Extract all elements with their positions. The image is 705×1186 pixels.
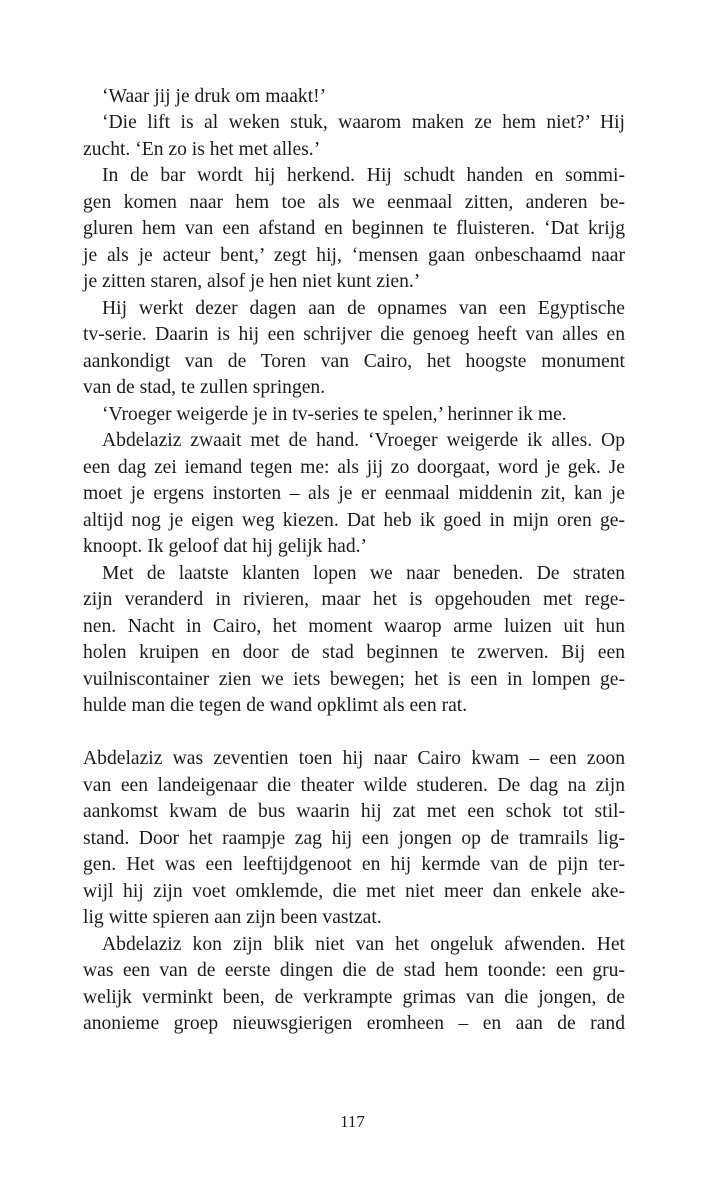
text-line: welijk verminkt been, de verkrampte grimas van die jongen, de: [83, 986, 625, 1008]
section-break: [83, 720, 625, 747]
text-line: hulde man die tegen de wand opklimt als een rat.: [83, 695, 468, 716]
text-line: moet je ergens instorten – als je er eenmaal middenin zit, kan je: [83, 483, 625, 504]
text-line: Abdelaziz was zeventien toen hij naar Cairo kwam – een zoon: [83, 748, 625, 769]
text-line: gluren hem van een afstand en beginnen te fluisteren. ‘Dat krijg: [83, 218, 625, 239]
text-line: holen kruipen en door de stad beginnen te zwerven. Bij een: [83, 642, 625, 663]
text-line: wijl hij zijn voet omklemde, die met niet meer dan enkele ake-: [83, 880, 625, 902]
text-line: ‘Vroeger weigerde je in tv-series te spelen,’ herinner ik me.: [102, 403, 567, 425]
text-line: anonieme groep nieuwsgierigen eromheen – en aan de rand: [83, 1013, 625, 1034]
text-line: van een landeigenaar die theater wilde studeren. De dag na zijn: [83, 774, 625, 796]
text-line: Hij werkt dezer dagen aan de opnames van een Egyptische: [102, 297, 625, 319]
text-line: zijn veranderd in rivieren, maar het is opgehouden met rege-: [83, 589, 625, 610]
text-line: knoopt. Ik geloof dat hij gelijk had.’: [83, 536, 368, 557]
text-line: aankomst kwam de bus waarin hij zat met een schok tot stil-: [83, 801, 625, 822]
text-line: vuilniscontainer zien we iets bewegen; het is een in lompen ge-: [83, 668, 625, 690]
text-line: tv-serie. Daarin is hij een schrijver die genoeg heeft van alles en: [83, 324, 625, 345]
text-line: je als je acteur bent,’ zegt hij, ‘mensen gaan onbeschaamd naar: [83, 244, 625, 266]
text-line: stand. Door het raampje zag hij een jongen op de tramrails lig-: [83, 827, 625, 849]
text-line: Met de laatste klanten lopen we naar beneden. De straten: [102, 562, 625, 584]
text-line: zucht. ‘En zo is het met alles.’: [83, 138, 321, 160]
body-text: [83, 84, 625, 1038]
text-line: In de bar wordt hij herkend. Hij schudt handen en sommi-: [102, 165, 625, 186]
text-line: Abdelaziz kon zijn blik niet van het ongeluk afwenden. Het: [102, 933, 625, 955]
text-line: ‘Die lift is al weken stuk, waarom maken ze hem niet?’ Hij: [102, 112, 625, 133]
text-line: altijd nog je eigen weg kiezen. Dat heb ik goed in mijn oren ge-: [83, 509, 625, 531]
text-line: aankondigt van de Toren van Cairo, het hoogste monument: [83, 350, 625, 372]
text-line: lig witte spieren aan zijn been vastzat.: [83, 907, 382, 928]
text-line: een dag zei iemand tegen me: als jij zo doorgaat, word je gek. Je: [83, 456, 625, 478]
text-line: was een van de eerste dingen die de stad hem toonde: een gru-: [83, 960, 625, 981]
text-line: nen. Nacht in Cairo, het moment waarop arme luizen uit hun: [83, 615, 625, 637]
text-line: gen. Het was een leeftijdgenoot en hij kermde van de pijn ter-: [83, 854, 625, 875]
text-line: ‘Waar jij je druk om maakt!’: [102, 85, 327, 107]
text-line: Abdelaziz zwaait met de hand. ‘Vroeger weigerde ik alles. Op: [102, 430, 625, 451]
text-line: van de stad, te zullen springen.: [83, 377, 326, 398]
page-number: 117: [340, 1112, 365, 1131]
text-line: gen komen naar hem toe als we eenmaal zitten, anderen be-: [83, 191, 625, 213]
text-line: je zitten staren, alsof je hen niet kunt zien.’: [83, 271, 421, 292]
